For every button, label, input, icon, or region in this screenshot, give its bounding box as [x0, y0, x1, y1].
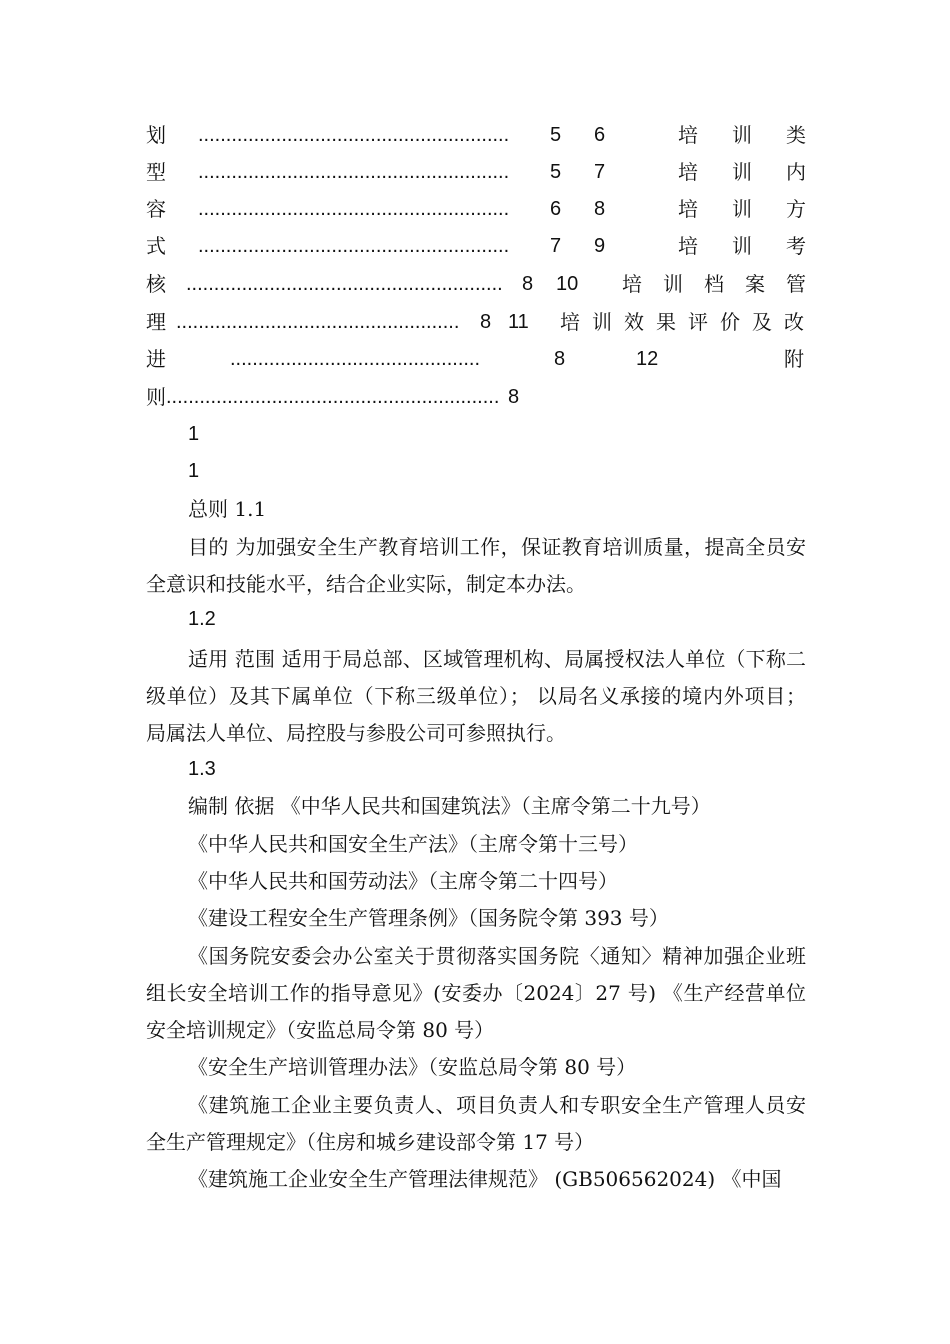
toc-row-title: 型 [146, 160, 166, 184]
toc-dots: ............................................. [230, 348, 481, 370]
toc-page-number: 8 [522, 273, 534, 295]
toc-char: 类 [786, 123, 806, 147]
toc-row [146, 157, 806, 187]
section-number: 1.3 [188, 758, 216, 780]
toc-page-number: 5 [550, 124, 562, 146]
toc-row-title: 式 [146, 234, 166, 258]
reference-line: 《中华人民共和国安全生产法》（主席令第十三号） [188, 832, 638, 856]
toc-char: 及 [752, 310, 772, 334]
toc-char: 考 [786, 234, 806, 258]
toc-next-number: 11 [508, 311, 529, 333]
toc-page-number: 8 [480, 311, 492, 333]
toc-char: 改 [784, 310, 804, 334]
toc-char: 培 [678, 160, 698, 184]
toc-row [146, 269, 806, 299]
reference-line: 《中华人民共和国劳动法》（主席令第二十四号） [188, 869, 618, 893]
toc-row-title: 理 [146, 310, 166, 334]
reference-line: 《建筑施工企业安全生产管理法律规范》 (GB506562024) 《中国 [188, 1167, 782, 1191]
toc-row [146, 231, 806, 261]
toc-char: 内 [786, 160, 806, 184]
paragraph-scope: 适用 范围 适用于局总部、区域管理机构、局属授权法人单位（下称二级单位）及其下属单位（下称三级单位）； 以局名义承接的境内外项目； 局属法人单位、局控股与参股公司可参照执行。 [146, 647, 806, 745]
toc-char: 培 [622, 272, 642, 296]
toc-char: 案 [745, 272, 765, 296]
toc-page-number: 5 [550, 161, 562, 183]
toc-next-title [678, 231, 806, 261]
toc-next-number: 9 [594, 235, 606, 257]
toc-char: 评 [688, 310, 708, 334]
toc-row-title: 容 [146, 197, 166, 221]
toc-dots: ............................................................ [166, 386, 500, 408]
paragraph-purpose: 目的 为加强安全生产教育培训工作，保证教育培训质量，提高全员安全意识和技能水平，结合企业实际，制定本办法。 [146, 535, 806, 596]
toc-char: 训 [732, 123, 752, 147]
reference-paragraph: 《建筑施工企业主要负责人、项目负责人和专职安全生产管理人员安全生产管理规定》（住房和城乡建设部令第 17 号） [146, 1093, 806, 1154]
toc-row [146, 382, 806, 412]
toc-row [146, 120, 806, 150]
toc-next-number: 10 [556, 273, 579, 295]
toc-next-title [560, 307, 804, 337]
toc-char: 方 [786, 197, 806, 221]
toc-char: 培 [560, 310, 580, 334]
toc-dots: ........................................................ [198, 235, 510, 257]
section-number: 1 [188, 423, 200, 445]
toc-char: 培 [678, 123, 698, 147]
reference-line: 《安全生产培训管理办法》（安监总局令第 80 号） [188, 1055, 637, 1079]
toc-dots: ........................................................ [198, 161, 510, 183]
toc-dots: ........................................................ [198, 124, 510, 146]
toc-next-title [678, 120, 806, 150]
toc-char: 训 [663, 272, 683, 296]
toc-next-number: 8 [594, 198, 606, 220]
reference-line: 编制 依据 《中华人民共和国建筑法》（主席令第二十九号） [188, 794, 711, 818]
section-heading: 总则 1.1 [188, 497, 267, 521]
toc-row-title: 划 [146, 123, 166, 147]
toc-char: 培 [678, 197, 698, 221]
section-number: 1 [188, 460, 200, 482]
toc-row [146, 344, 806, 374]
toc-char: 效 [624, 310, 644, 334]
toc-row [146, 194, 806, 224]
toc-next-number: 12 [636, 348, 659, 370]
toc-char: 果 [656, 310, 676, 334]
toc-page-number: 6 [550, 198, 562, 220]
toc-next-title [678, 194, 806, 224]
section-number: 1.2 [188, 608, 216, 630]
toc-next-title [622, 269, 806, 299]
toc-char: 价 [720, 310, 740, 334]
toc-char: 档 [704, 272, 724, 296]
toc-row [146, 307, 806, 337]
toc-char: 培 [678, 234, 698, 258]
reference-paragraph: 《国务院安委会办公室关于贯彻落实国务院〈通知〉精神加强企业班组长安全培训工作的指导意见》(安委办〔2024〕27 号) 《生产经营单位安全培训规定》（安监总局令第 80 号） [146, 944, 806, 1042]
toc-char: 训 [732, 234, 752, 258]
toc-page-number: 7 [550, 235, 562, 257]
toc-next-number: 7 [594, 161, 606, 183]
toc-next-number: 6 [594, 124, 606, 146]
toc-row-title: 核 [146, 272, 166, 296]
toc-char: 训 [732, 160, 752, 184]
reference-line: 《建设工程安全生产管理条例》（国务院令第 393 号） [188, 906, 669, 930]
toc-dots: ................................................... [176, 311, 460, 333]
toc-char: 训 [592, 310, 612, 334]
toc-page-number: 8 [554, 348, 566, 370]
toc-row-title: 进 [146, 347, 166, 371]
toc-char: 管 [786, 272, 806, 296]
toc-dots: ........................................................ [198, 198, 510, 220]
toc-next-title [678, 157, 806, 187]
toc-dots: ......................................................... [186, 273, 503, 295]
toc-page-number: 8 [508, 386, 520, 408]
toc-row-title: 则 [146, 385, 166, 409]
toc-char: 训 [732, 197, 752, 221]
toc-next-title: 附 [784, 347, 804, 371]
